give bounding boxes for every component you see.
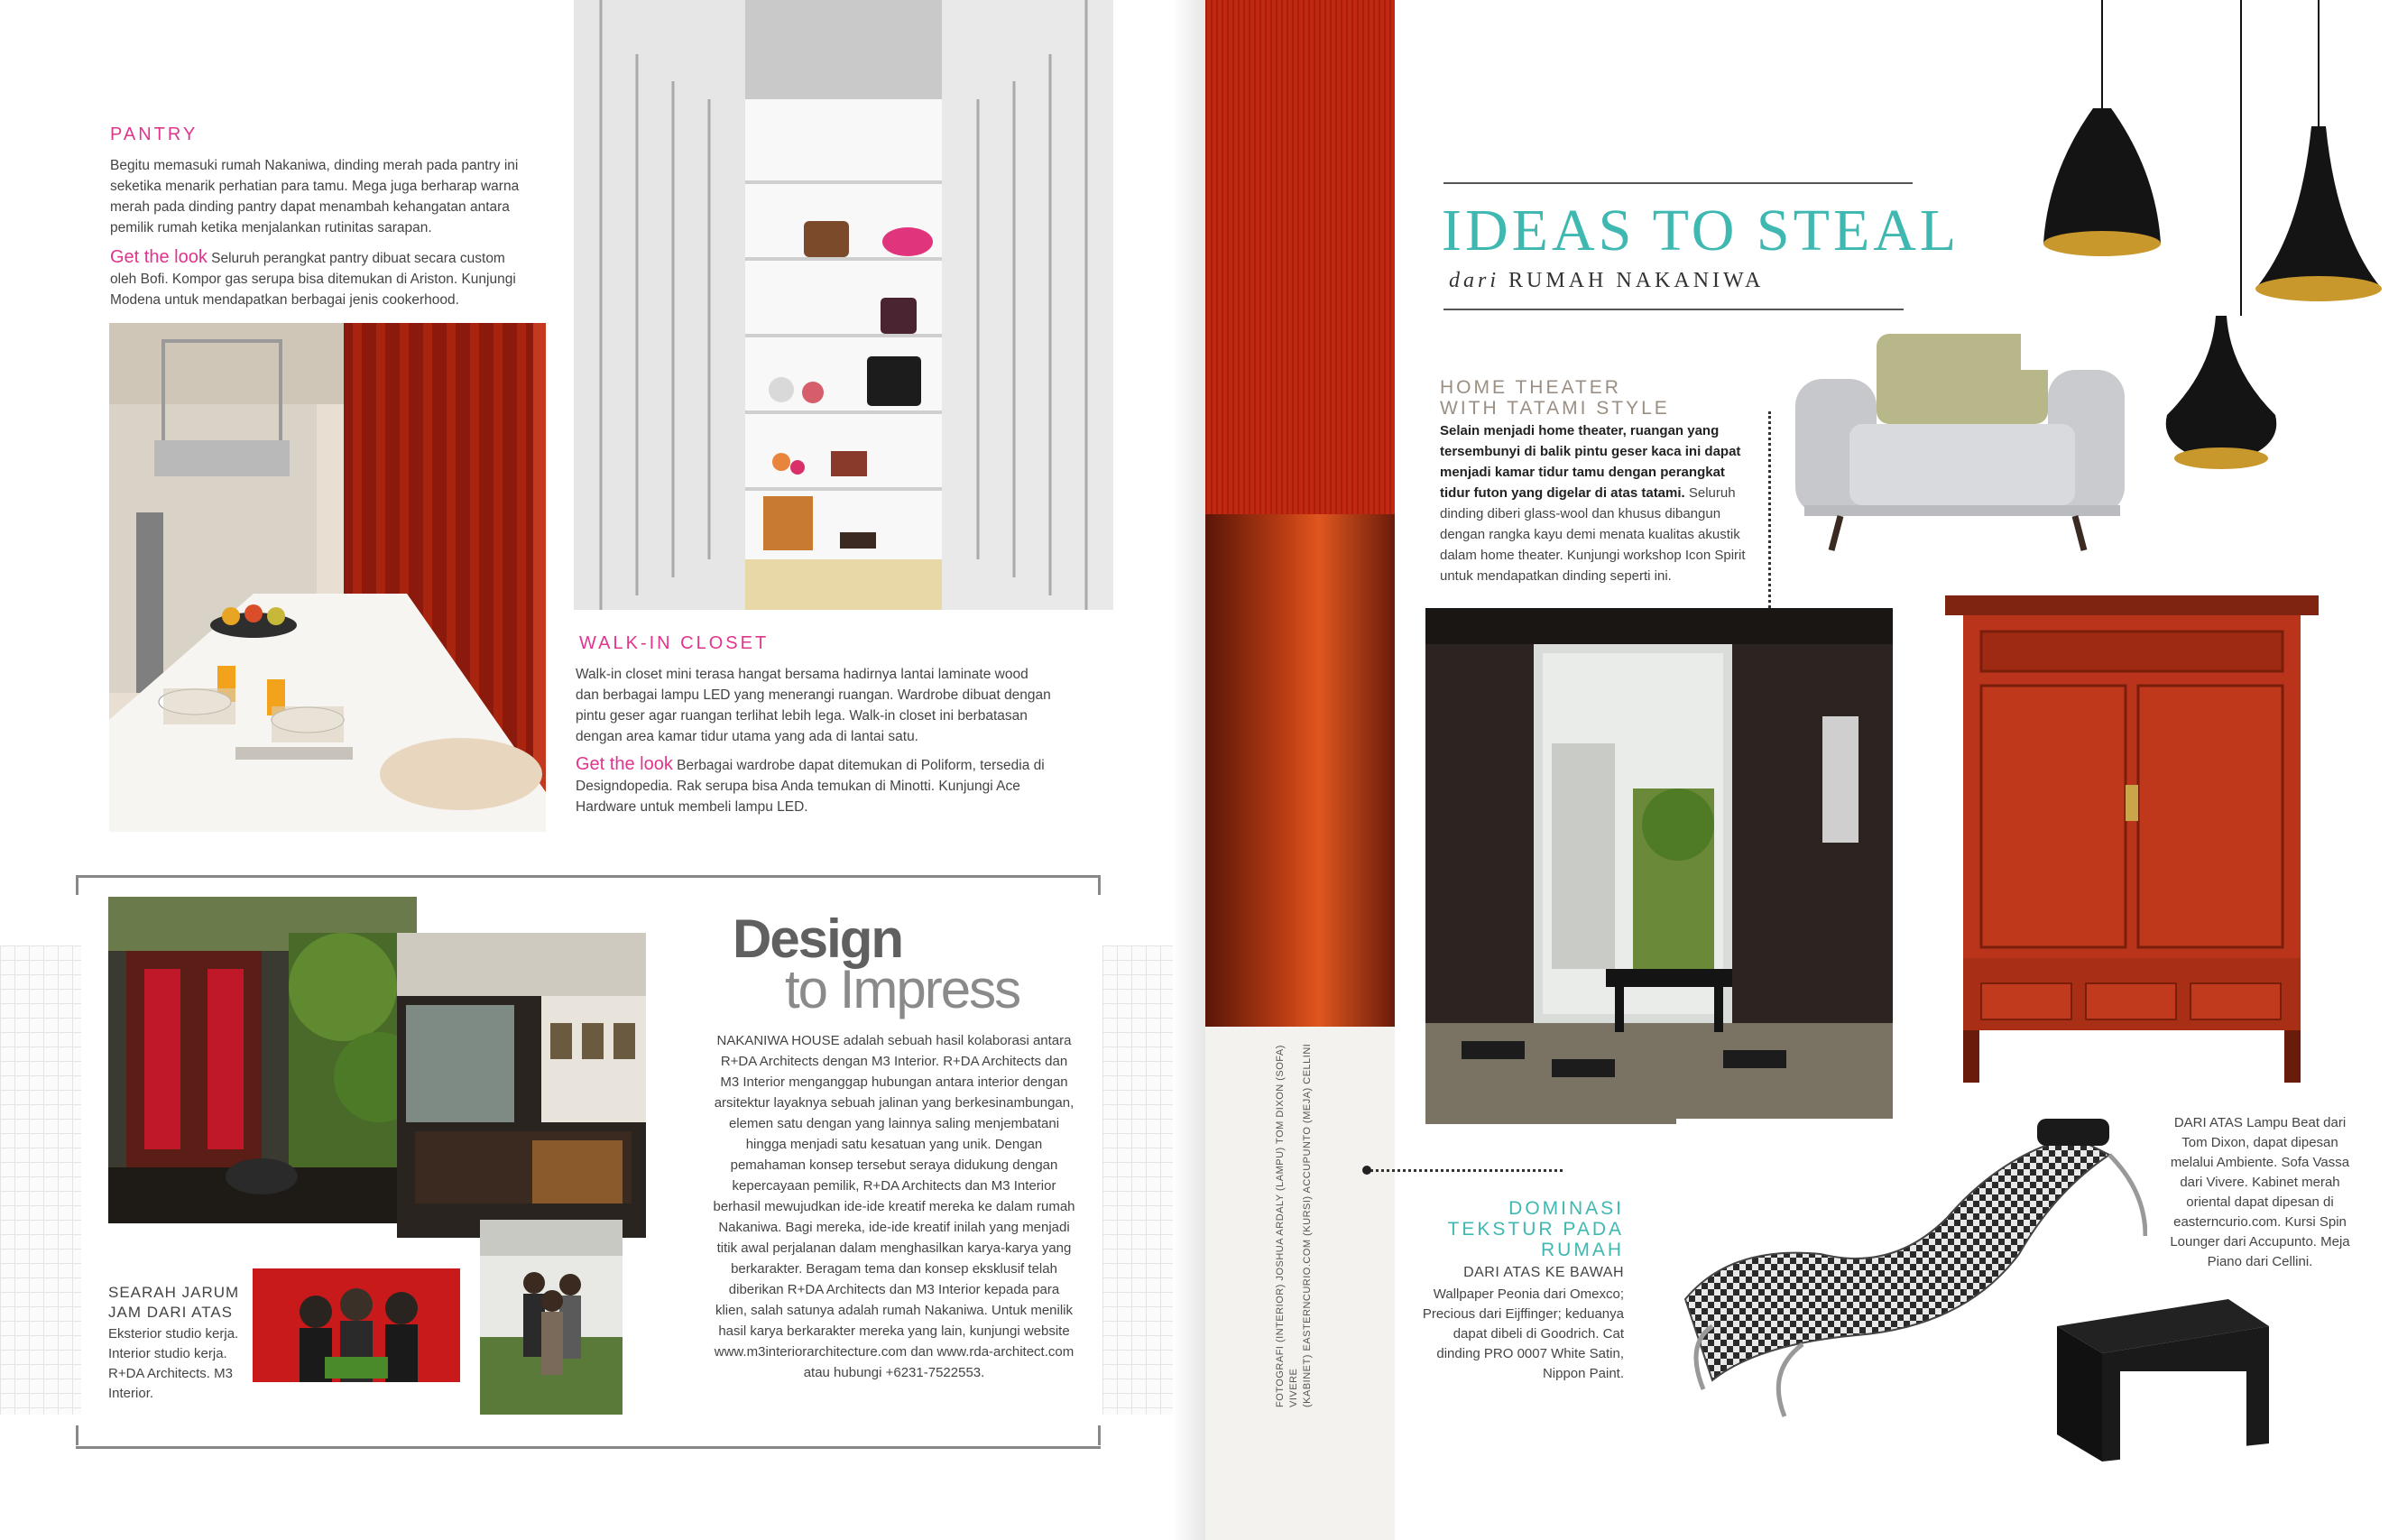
red-cabinet-product-photo <box>1945 595 2319 1083</box>
dominasi-heading-line2: TEKSTUR PADA <box>1447 1219 1624 1240</box>
closet-get-the-look-label: Get the look <box>576 754 673 774</box>
design-body: NAKANIWA HOUSE adalah sebuah hasil kolaborasi antara R+DA Architects dengan M3 Interior. R+DA Architects dan M3 Interior menganggap hubungan antara interior dengan arsitektur layaknya sebuah jalinan yang berkesinambungan, elemen satu dengan yang lainnya saling menjembatani hingga menjadi satu kesatuan yang unik. Dengan pemahaman konsep tersebut seraya didukung dengan kepercayaan pemilik, R+DA Architects dan M3 Interior berhasil mewujudkan ide-ide kreatif mereka ke dalam rumah Nakaniwa. Bagi mereka, ide-ide kreatif inilah yang menjadi titik awal perjalanan dalam menghasilkan karya-karya yang berkarakter. Beragam tema dan konsep eksklusif telah diberikan R+DA Architects dan M3 Interior kepada para klien, salah satunya adalah rumah Nakaniwa. Untuk menilik hasil karya berkarakter mereka yang lain, kunjungi website www.m3interiorarchitecture.com dan www.rda-architect.com atau hubungi +6231-7522553. <box>713 1033 1075 1380</box>
products-caption: DARI ATAS Lampu Beat dari Tom Dixon, dapat dipesan melalui Ambiente. Sofa Vassa dari Vivere. Kabinet merah oriental dapat dipesan di easterncurio.com. Kursi Spin Lounger dari Accupunto. Meja Piano dari Cellini. <box>2170 1115 2350 1269</box>
closet-get-the-look <box>576 754 1054 817</box>
dominasi-heading-line1: DOMINASI <box>1508 1198 1624 1219</box>
closet-get-the-look-text: Berbagai wardrobe dapat ditemukan di Poliform, tersedia di Designdopedia. Rak serupa bisa Anda temukan di Minotti. Kunjungi Ace Hardware untuk membeli lampu LED. <box>576 758 1045 815</box>
pantry-get-the-look-label: Get the look <box>110 247 208 267</box>
design-grid-background-right <box>1102 945 1184 1415</box>
dominasi-heading <box>1416 1198 1624 1260</box>
photo-credits-line2: (KABINET) EASTERNCURIO.COM (KURSI) ACCUPUNTO (MEJA) CELLINI <box>1302 1043 1313 1407</box>
photo-credits <box>1274 1028 1314 1407</box>
home-theater-room-photo <box>1425 608 1893 1124</box>
studio-interior-photo <box>397 933 646 1238</box>
dominasi-body: Wallpaper Peonia dari Omexco; Precious dari Eijffinger; keduanya dapat dibeli di Goodrich. Cat dinding PRO 0007 White Satin, Nippon Paint. <box>1422 1286 1624 1381</box>
design-box-right-tick-bottom <box>1098 1425 1101 1445</box>
dominasi-dotted-rule <box>1366 1169 1563 1172</box>
design-box-left-tick-top <box>76 875 78 895</box>
home-theater-heading-line2: WITH TATAMI STYLE <box>1440 398 1670 419</box>
design-caption-head: SEARAH JARUM JAM DARI ATAS <box>108 1284 240 1321</box>
gutter-shadow <box>1173 0 1205 1540</box>
rda-architects-photo <box>253 1268 460 1382</box>
precious-wallpaper-swatch <box>1205 514 1395 1027</box>
design-grid-background-left <box>0 945 81 1415</box>
piano-table-product-photo <box>2048 1290 2273 1467</box>
ideas-bottom-rule <box>1443 309 1904 310</box>
closet-body: Walk-in closet mini terasa hangat bersama hadirnya lantai laminate wood dan berbagai lampu LED yang menerangi ruangan. Wardrobe dibuat dengan pintu geser agar ruangan terlihat lebih lega. Walk-in closet ini berbatasan dengan area kamar tidur utama yang ada di lantai satu. <box>576 667 1051 744</box>
pantry-get-the-look <box>110 247 532 310</box>
pantry-body: Begitu memasuki rumah Nakaniwa, dinding merah pada pantry ini seketika menarik perhatian para tamu. Mega juga berharap warna merah pada dinding pantry dapat menambah kehangatan antara pemilik rumah ketika menjalankan rutinitas sarapan. <box>110 158 520 235</box>
home-theater-lead: Selain menjadi home theater, ruangan yang tersembunyi di balik pintu geser kaca ini dapat menjadi kamar tidur tamu dengan perangkat tidur futon yang digelar di atas tatami. <box>1440 423 1741 501</box>
design-caption: Eksterior studio kerja. Interior studio kerja. R+DA Architects. M3 Interior. <box>108 1326 239 1401</box>
design-title: Design <box>733 908 903 969</box>
ideas-title: IDEAS TO STEAL <box>1442 198 1960 263</box>
pantry-photo <box>109 323 546 832</box>
ideas-subtitle <box>1449 269 1764 293</box>
home-theater-body: Seluruh dinding diberi glass-wool dan khusus dibangun dengan rangka kayu demi menata kualitas akustik dalam home theater. Kunjungi workshop Icon Spirit untuk mendapatkan dinding seperti ini. <box>1440 485 1746 584</box>
design-subtitle: to Impress <box>785 959 1020 1019</box>
dominasi-heading-line3: RUMAH <box>1541 1240 1624 1260</box>
photo-credits-line1: FOTOGRAFI (INTERIOR) JOSHUA ARDALY (LAMPU) TOM DIXON (SOFA) VIVERE <box>1275 1045 1299 1407</box>
closet-heading: WALK-IN CLOSET <box>579 633 770 653</box>
pendant-lamp-photo-lower <box>2158 316 2284 478</box>
ideas-subtitle-name: RUMAH NAKANIWA <box>1508 269 1765 292</box>
ideas-subtitle-dari: dari <box>1449 269 1500 292</box>
home-theater-dotted-rule <box>1768 411 1771 608</box>
pantry-heading: PANTRY <box>110 124 198 144</box>
pantry-get-the-look-text: Seluruh perangkat pantry dibuat secara custom oleh Bofi. Kompor gas serupa bisa ditemukan di Ariston. Kunjungi Modena untuk mendapatkan berbagai jenis cookerhood. <box>110 251 516 308</box>
dominasi-dot <box>1362 1166 1371 1175</box>
studio-exterior-photo <box>108 897 417 1223</box>
walk-in-closet-photo <box>574 0 1113 610</box>
red-wallpaper-swatch <box>1205 0 1395 514</box>
dominasi-sub: DARI ATAS KE BAWAH <box>1463 1265 1624 1280</box>
home-theater-heading <box>1440 377 1670 419</box>
design-box-left-tick-bottom <box>76 1425 78 1445</box>
home-theater-text <box>1440 420 1757 586</box>
ideas-top-rule <box>1443 182 1913 184</box>
home-theater-heading-line1: HOME THEATER <box>1440 377 1621 398</box>
pendant-lamp-photo <box>2021 0 2398 370</box>
m3-interior-photo <box>480 1220 623 1415</box>
design-box-right-tick-top <box>1098 875 1101 895</box>
